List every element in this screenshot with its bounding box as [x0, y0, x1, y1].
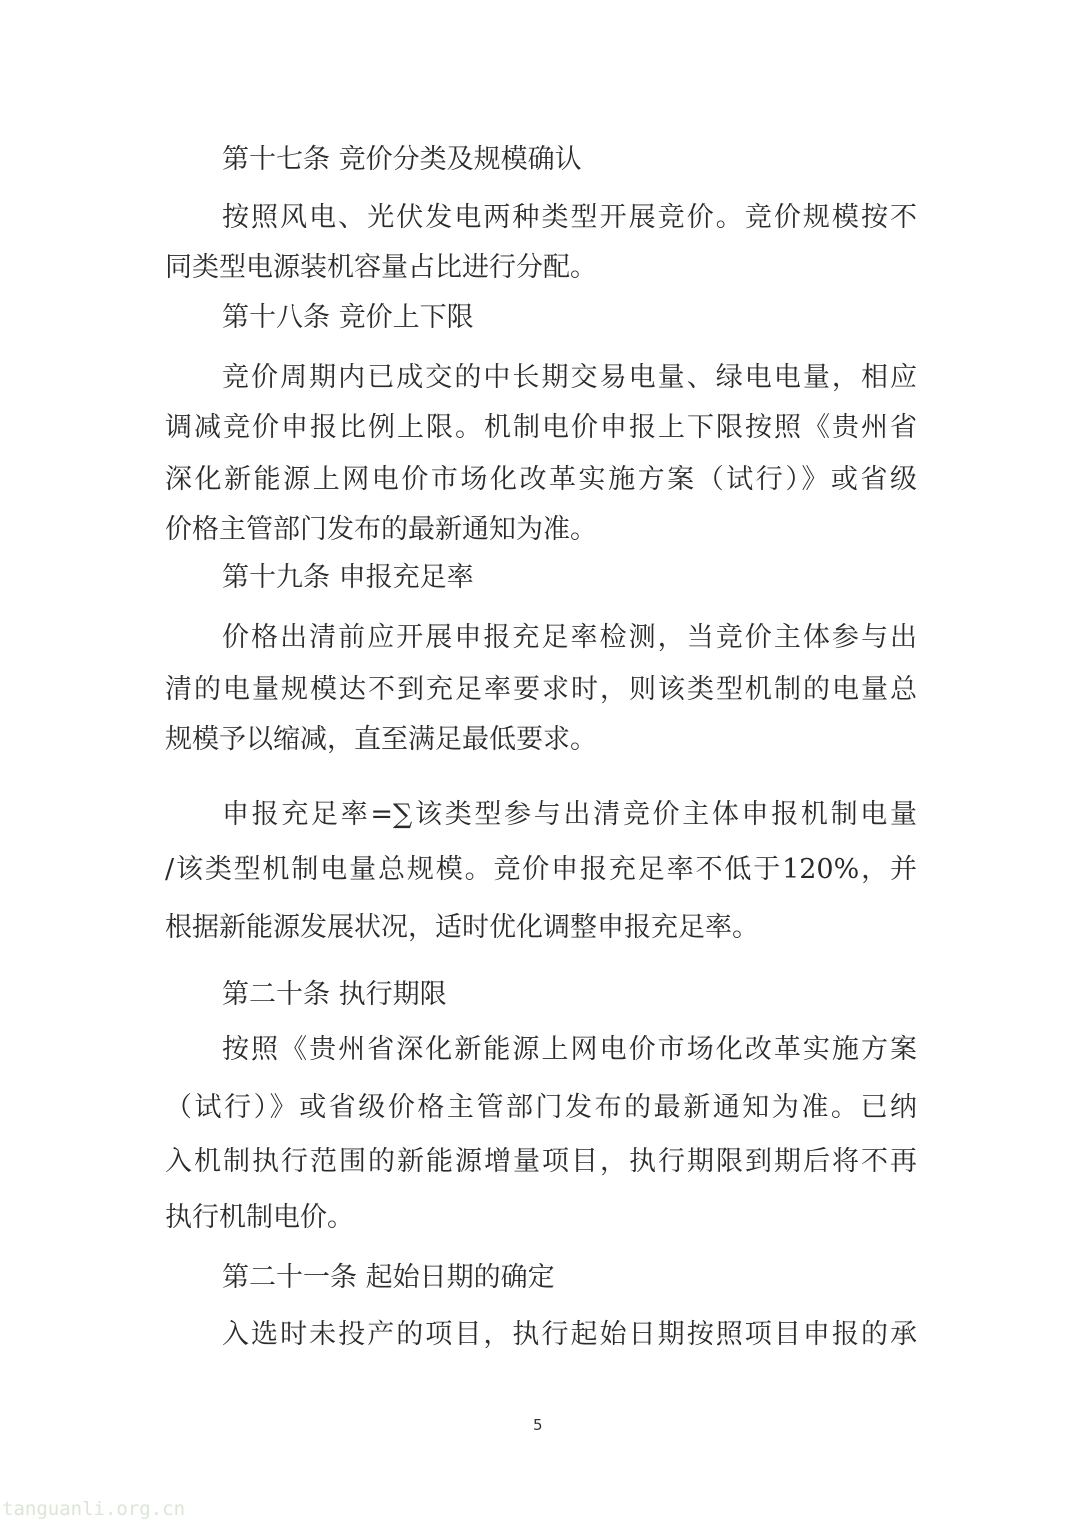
- page-number: 5: [533, 1416, 543, 1434]
- article-17-heading: 第十七条 竞价分类及规模确认: [222, 144, 582, 175]
- paragraph-line: 同类型电源装机容量占比进行分配。: [165, 252, 597, 283]
- article-18-heading: 第十八条 竞价上下限: [222, 302, 474, 333]
- paragraph-line: 按照《贵州省深化新能源上网电价市场化改革实施方案: [222, 1034, 917, 1065]
- formula-line: /该类型机制电量总规模。竞价申报充足率不低于120%，并: [165, 854, 917, 885]
- paragraph-line: 入机制执行范围的新能源增量项目，执行期限到期后将不再: [165, 1146, 917, 1177]
- paragraph-line: 根据新能源发展状况，适时优化调整申报充足率。: [165, 912, 759, 943]
- paragraph-line: 调减竞价申报比例上限。机制电价申报上下限按照《贵州省: [165, 412, 917, 443]
- paragraph-line: （试行）》或省级价格主管部门发布的最新通知为准。已纳: [165, 1092, 917, 1123]
- article-20-heading: 第二十条 执行期限: [222, 979, 447, 1010]
- formula-line: 申报充足率=∑该类型参与出清竞价主体申报机制电量: [222, 799, 917, 830]
- watermark: tanguanli.org.cn: [2, 1498, 186, 1520]
- article-19-heading: 第十九条 申报充足率: [222, 562, 474, 593]
- paragraph-line: 执行机制电价。: [165, 1202, 354, 1233]
- paragraph-line: 竞价周期内已成交的中长期交易电量、绿电电量，相应: [222, 362, 917, 393]
- paragraph-line: 按照风电、光伏发电两种类型开展竞价。竞价规模按不: [222, 202, 917, 233]
- paragraph-line: 价格主管部门发布的最新通知为准。: [165, 514, 597, 545]
- paragraph-line: 深化新能源上网电价市场化改革实施方案（试行）》或省级: [165, 464, 917, 495]
- paragraph-line: 入选时未投产的项目，执行起始日期按照项目申报的承: [222, 1319, 917, 1350]
- paragraph-line: 价格出清前应开展申报充足率检测，当竞价主体参与出: [222, 622, 917, 653]
- article-21-heading: 第二十一条 起始日期的确定: [222, 1262, 555, 1293]
- paragraph-line: 规模予以缩减，直至满足最低要求。: [165, 724, 597, 755]
- paragraph-line: 清的电量规模达不到充足率要求时，则该类型机制的电量总: [165, 674, 917, 705]
